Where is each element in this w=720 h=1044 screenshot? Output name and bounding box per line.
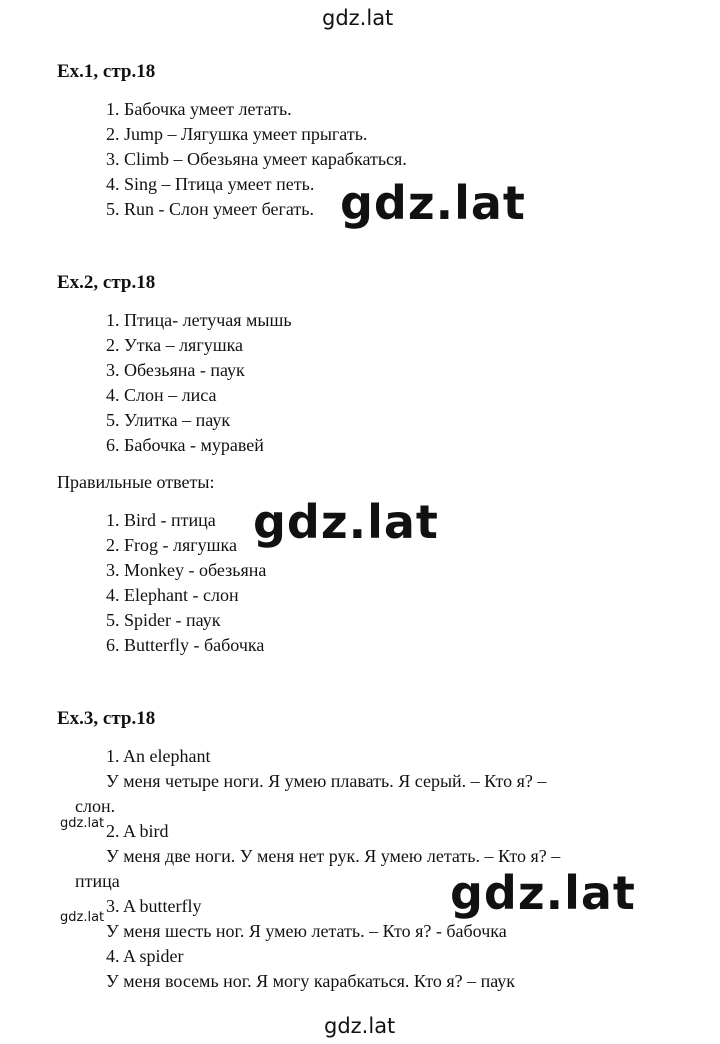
- ex1-item: 5. Run - Слон умеет бегать.: [106, 199, 315, 219]
- ex2-answer: 3. Monkey - обезьяна: [106, 560, 267, 580]
- ex3-item-cont: слон.: [75, 796, 116, 816]
- ex3-item-title: 4. A spider: [106, 946, 184, 966]
- ex2-answer: 6. Butterfly - бабочка: [106, 635, 265, 655]
- ex1-item: 3. Climb – Обезьяна умеет карабкаться.: [106, 149, 407, 169]
- ex2-item: 2. Утка – лягушка: [106, 335, 244, 355]
- ex3-item-text: У меня восемь ног. Я могу карабкаться. Кто я? – паук: [106, 971, 516, 991]
- ex3-heading: Ex.3, стр.18: [57, 708, 156, 729]
- watermark-large-3: gdz.lat: [450, 866, 636, 920]
- ex2-item: 1. Птица- летучая мышь: [106, 310, 292, 330]
- ex2-answer: 5. Spider - паук: [106, 610, 221, 630]
- watermark-tiny-2: gdz.lat: [60, 910, 105, 925]
- ex3-item-title: 1. An elephant: [106, 746, 211, 766]
- ex1-item: 1. Бабочка умеет летать.: [106, 99, 292, 119]
- ex3-item-text: У меня четыре ноги. Я умею плавать. Я серый. – Кто я? –: [106, 771, 547, 791]
- answers-label: Правильные ответы:: [57, 472, 215, 492]
- ex2-item: 6. Бабочка - муравей: [106, 435, 264, 455]
- ex3-item-title: 2. A bird: [106, 821, 169, 841]
- ex2-item: 3. Обезьяна - паук: [106, 360, 245, 380]
- watermark-large-2: gdz.lat: [253, 495, 439, 549]
- ex1-item: 4. Sing – Птица умеет петь.: [106, 174, 315, 194]
- ex2-heading: Ex.2, стр.18: [57, 272, 156, 293]
- ex1-heading: Ex.1, стр.18: [57, 61, 156, 82]
- ex2-answer: 2. Frog - лягушка: [106, 535, 237, 555]
- ex3-item-text: У меня две ноги. У меня нет рук. Я умею летать. – Кто я? –: [106, 846, 561, 866]
- ex2-item: 5. Улитка – паук: [106, 410, 231, 430]
- watermark-bottom: gdz.lat: [324, 1014, 396, 1038]
- ex2-answer: 1. Bird - птица: [106, 510, 216, 530]
- watermark-large-1: gdz.lat: [340, 176, 526, 230]
- ex2-answer: 4. Elephant - слон: [106, 585, 239, 605]
- ex1-item: 2. Jump – Лягушка умеет прыгать.: [106, 124, 368, 144]
- watermark-tiny-1: gdz.lat: [60, 816, 105, 831]
- ex3-item-text: У меня шесть ног. Я умею летать. – Кто я? - бабочка: [106, 921, 507, 941]
- ex3-item-title: 3. A butterfly: [106, 896, 202, 916]
- ex2-item: 4. Слон – лиса: [106, 385, 217, 405]
- watermark-top: gdz.lat: [322, 6, 394, 30]
- ex3-item-cont: птица: [75, 871, 120, 891]
